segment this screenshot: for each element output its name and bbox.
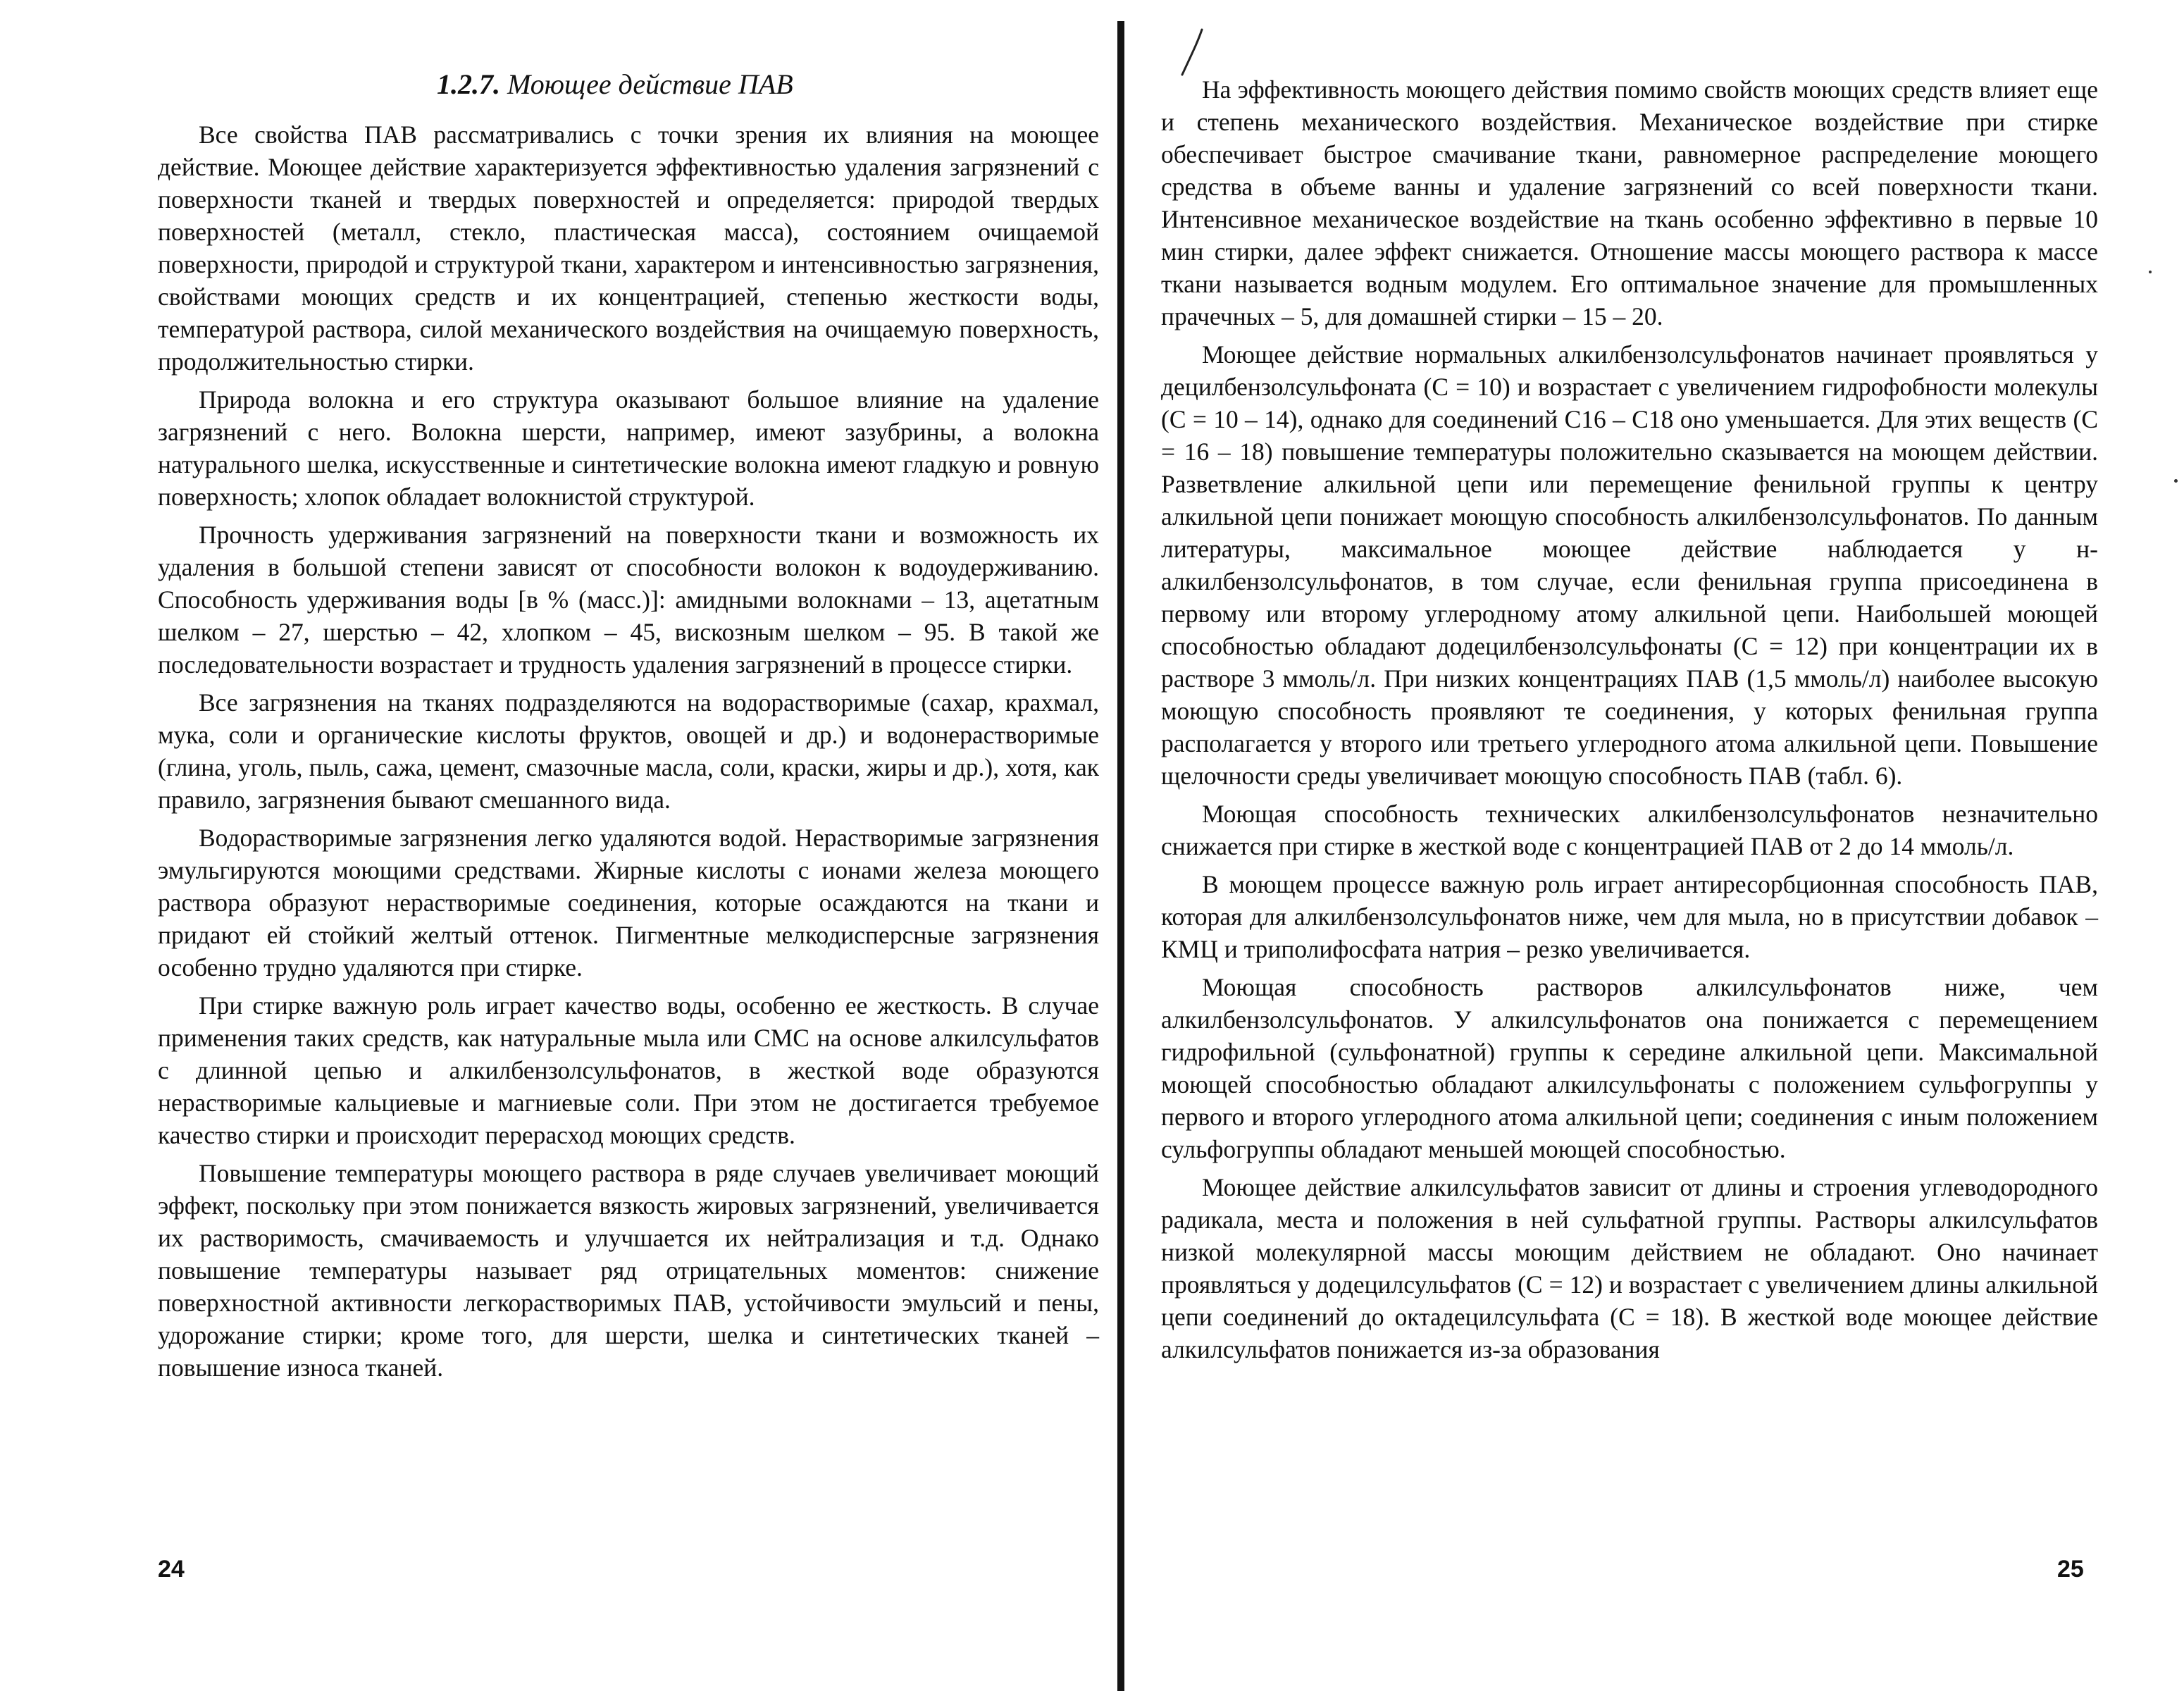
book-gutter <box>1117 21 1124 1691</box>
paragraph: Водорастворимые загрязнения легко удаляются водой. Нерастворимые загрязнения эмульгируются моющими средствами. Жирные кислоты с ионами железа моющего раствора образуют нерастворимые соединения, которые осаждаются на ткани и придают ей стойкий желтый оттенок. Пигментные мелкодисперсные загрязнения особенно трудно удаляются при стирке. <box>158 824 1099 981</box>
page-number: 25 <box>2057 1556 2084 1582</box>
paragraph: Все свойства ПАВ рассматривались с точки зрения их влияния на моющее действие. Моющее действие характеризуется эффективностью удаления загрязнений с поверхности тканей и твердых поверхностей и определяется: природой твердых поверхностей (металл, стекло, пластическая масса), состоянием очищаемой поверхности, природой и структурой ткани, характером и интенсивностью загрязнения, свойствами моющих средств и их концентрацией, степенью жесткости воды, температурой раствора, силой механического воздействия на очищаемую поверхность, продолжительностью стирки. <box>158 120 1099 376</box>
section-number: 1.2.7. <box>437 68 500 100</box>
paragraph: Повышение температуры моющего раствора в ряде случаев увеличивает моющий эффект, поскольку при этом понижается вязкость жировых загрязнений, увеличивается их растворимость, смачиваемость и улучшается их нейтрализация и т.д. Однако повышение температуры называет ряд отрицательных моментов: снижение поверхностной активности легкорастворимых ПАВ, устойчивости эмульсий и пены, удорожание стирки; кроме того, для шерсти, шелка и синтетических тканей – повышение износа тканей. <box>158 1159 1099 1382</box>
section-title: Моющее действие ПАВ <box>507 68 793 100</box>
scan-speck <box>2149 271 2152 273</box>
left-text-column <box>158 118 1099 1389</box>
paragraph: Природа волокна и его структура оказывают большое влияние на удаление загрязнений с него. Волокна шерсти, например, имеют зазубрины, а волокна натурального шелка, искусственные и синтетические волокна имеют гладкую и ровную поверхность; хлопок обладает волокнистой структурой. <box>158 385 1099 511</box>
pen-mark-icon <box>1178 28 1206 78</box>
right-text-column <box>1161 73 2098 1371</box>
paragraph: На эффективность моющего действия помимо свойств моющих средств влияет еще и степень механического воздействия. Механическое воздействие при стирке обеспечивает быстрое смачивание ткани, равномерное распределение моющего средства в объеме ванны и удаление загрязнений со всей поверхности ткани. Интенсивное механическое воздействие на ткань особенно эффективно в первые 10 мин стирки, далее эффект снижается. Отношение массы моющего раствора к массе ткани называется водным модулем. Его оптимальное значение для промышленных прачечных – 5, для домашней стирки – 15 – 20. <box>1161 75 2098 330</box>
paragraph: Моющая способность растворов алкилсульфонатов ниже, чем алкилбензолсульфонатов. У алкилсульфонатов она понижается с перемещением гидрофильной (сульфонатной) группы к середине алкильной цепи. Максимальной моющей способностью обладают алкилсульфонаты с положением сульфогруппы у первого и второго углеродного атома алкильной цепи; соединения с иным положением сульфогруппы обладают меньшей моющей способностью. <box>1161 973 2098 1163</box>
paragraph: Все загрязнения на тканях подразделяются на водорастворимые (сахар, крахмал, мука, соли и органические кислоты фруктов, овощей и др.) и водонерастворимые (глина, уголь, пыль, сажа, цемент, смазочные масла, соли, краски, жиры и др.), хотя, как правило, загрязнения бывают смешанного вида. <box>158 688 1099 814</box>
scan-speck <box>2174 479 2178 483</box>
paragraph: При стирке важную роль играет качество воды, особенно ее жесткость. В случае применения таких средств, как натуральные мыла или СМС на основе алкилсульфатов с длинной цепью и алкилбензолсульфонатов, в жесткой воде образуются нерастворимые кальциевые и магниевые соли. При этом не достигается требуемое качество стирки и происходит перерасход моющих средств. <box>158 991 1099 1149</box>
paragraph: Моющее действие алкилсульфатов зависит от длины и строения углеводородного радикала, места и положения в ней сульфатной группы. Растворы алкилсульфатов низкой молекулярной массы моющим действием не обладают. Оно начинает проявляться у додецилсульфатов (С = 12) и возрастает с увеличением длины алкильной цепи соединений до октадецилсульфата (С = 18). В жесткой воде моющее действие алкилсульфатов понижается из-за образования <box>1161 1173 2098 1363</box>
section-heading <box>437 68 793 101</box>
paragraph: В моющем процессе важную роль играет антиресорбционная способность ПАВ, которая для алкилбензолсульфонатов ниже, чем для мыла, но в присутствии добавок – КМЦ и триполифосфата натрия – резко увеличивается. <box>1161 870 2098 963</box>
paragraph: Моющая способность технических алкилбензолсульфонатов незначительно снижается при стирке в жесткой воде с концентрацией ПАВ от 2 до 14 ммоль/л. <box>1161 800 2098 860</box>
page-number: 24 <box>158 1556 185 1582</box>
paragraph: Моющее действие нормальных алкилбензолсульфонатов начинает проявляться у децилбензолсульфоната (С = 10) и возрастает с увеличением гидрофобности молекулы (С = 10 – 14), однако для соединений С16 – С18 оно уменьшается. Для этих веществ (С = 16 – 18) повышение температуры положительно сказывается на моющем действии. Разветвление алкильной цепи или перемещение фенильной группы к центру алкильной цепи понижает моющую способность алкилбензолсульфонатов. По данным литературы, максимальное моющее действие наблюдается у н-алкилбензолсульфонатов, в том случае, если фенильная группа присоединена в первому или второму углеродному атому алкильной цепи. Наибольшей моющей способностью обладают додецилбензолсульфонаты (С = 12) при концентрации их в растворе 3 ммоль/л. При низких концентрациях ПАВ (1,5 ммоль/л) наиболее высокую моющую способность проявляют те соединения, у которых фенильная группа располагается у второго или третьего углеродного атома алкильной цепи. Повышение щелочности среды увеличивает моющую способность ПАВ (табл. 6). <box>1161 340 2098 790</box>
paragraph: Прочность удерживания загрязнений на поверхности ткани и возможность их удаления в большой степени зависят от способности волокон к водоудерживанию. Способность удерживания воды [в % (масс.)]: амидными волокнами – 13, ацетатным шелком – 27, шерстью – 42, хлопком – 45, вискозным шелком – 95. В такой же последовательности возрастает и трудность удаления загрязнений в процессе стирки. <box>158 521 1099 679</box>
